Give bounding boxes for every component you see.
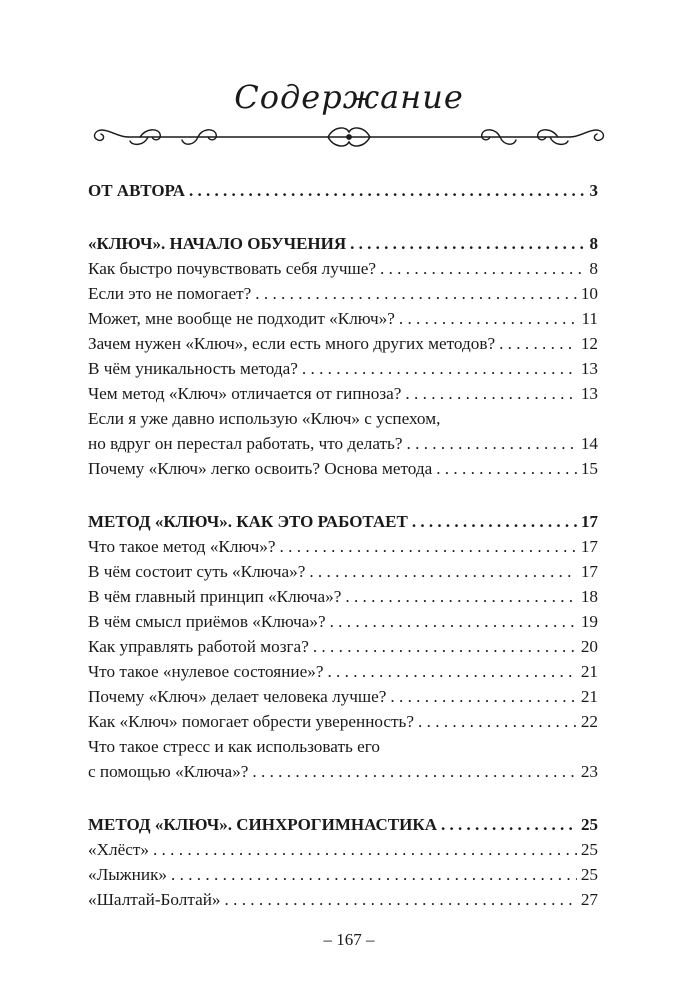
- page-title: Содержание: [234, 78, 464, 116]
- dot-leader: [189, 178, 585, 203]
- toc-entry[interactable]: [88, 659, 598, 684]
- entry-title: «Шалтай-Болтай»: [88, 890, 221, 909]
- toc-entry[interactable]: [88, 862, 598, 887]
- dot-leader: [225, 887, 577, 912]
- toc-entry[interactable]: [88, 559, 598, 584]
- dot-leader: [171, 862, 577, 887]
- entry-title: В чём состоит суть «Ключа»?: [88, 562, 306, 581]
- dot-leader: [436, 456, 577, 481]
- page-number: 15: [580, 459, 598, 478]
- page-number: 25: [580, 840, 598, 859]
- section-title: МЕТОД «КЛЮЧ». КАК ЭТО РАБОТАЕТ: [88, 512, 408, 531]
- toc-entry[interactable]: [88, 759, 598, 784]
- dot-leader: [153, 837, 577, 862]
- page-number: 17: [580, 537, 598, 556]
- toc-entry[interactable]: [88, 709, 598, 734]
- entry-title: Что такое метод «Ключ»?: [88, 537, 276, 556]
- page-number: 8: [589, 234, 598, 253]
- entry-title: Как «Ключ» помогает обрести уверенность?: [88, 712, 415, 731]
- entry-title: В чём смысл приёмов «Ключа»?: [88, 612, 326, 631]
- dot-leader: [399, 306, 578, 331]
- entry-title: «Лыжник»: [88, 865, 168, 884]
- toc-entry[interactable]: [88, 609, 598, 634]
- entry-title: Что такое «нулевое состояние»?: [88, 662, 324, 681]
- toc-entry[interactable]: [88, 331, 598, 356]
- page-number: 3: [589, 181, 598, 200]
- dot-leader: [441, 812, 577, 837]
- dot-leader: [252, 759, 576, 784]
- toc-entry[interactable]: [88, 381, 598, 406]
- toc-entry[interactable]: [88, 256, 598, 281]
- toc-section-heading[interactable]: [88, 509, 598, 534]
- section-title: ОТ АВТОРА: [88, 181, 186, 200]
- page-number: 20: [580, 637, 598, 656]
- toc-entry[interactable]: [88, 534, 598, 559]
- dot-leader: [327, 659, 576, 684]
- page-folio: – 167 –: [323, 930, 375, 949]
- toc-entry[interactable]: [88, 306, 598, 331]
- decorative-flourish: [88, 122, 610, 152]
- entry-title: Может, мне вообще не подходит «Ключ»?: [88, 309, 395, 328]
- page-number: 13: [580, 359, 598, 378]
- dot-leader: [330, 609, 577, 634]
- page-number: 19: [580, 612, 598, 631]
- page-number: 17: [581, 512, 598, 531]
- dot-leader: [255, 281, 577, 306]
- entry-title: В чём уникальность метода?: [88, 359, 298, 378]
- page-number: 14: [580, 434, 598, 453]
- dot-leader: [309, 559, 576, 584]
- toc-entry[interactable]: [88, 356, 598, 381]
- dot-leader: [313, 634, 577, 659]
- dot-leader: [412, 509, 577, 534]
- toc-entry[interactable]: [88, 684, 598, 709]
- page-number: 22: [580, 712, 598, 731]
- section-title: МЕТОД «КЛЮЧ». СИНХРОГИМНАСТИКА: [88, 815, 437, 834]
- entry-title: Зачем нужен «Ключ», если есть много других методов?: [88, 334, 496, 353]
- page-number: 10: [580, 284, 598, 303]
- entry-title: В чём главный принцип «Ключа»?: [88, 587, 342, 606]
- entry-title: «Хлёст»: [88, 840, 149, 859]
- page-number: 8: [589, 259, 598, 278]
- page-number: 23: [580, 762, 598, 781]
- toc-entry[interactable]: [88, 584, 598, 609]
- toc-entry[interactable]: [88, 456, 598, 481]
- page-number: 25: [581, 815, 598, 834]
- dot-leader: [345, 584, 576, 609]
- page-number: 27: [580, 890, 598, 909]
- page-number: 12: [580, 334, 598, 353]
- entry-title: с помощью «Ключа»?: [88, 762, 249, 781]
- dot-leader: [380, 256, 585, 281]
- entry-title: Если это не помогает?: [88, 284, 252, 303]
- page-number: 17: [580, 562, 598, 581]
- section-title: «КЛЮЧ». НАЧАЛО ОБУЧЕНИЯ: [88, 234, 347, 253]
- page-number: 21: [580, 687, 598, 706]
- toc-entry[interactable]: [88, 281, 598, 306]
- entry-title: Как быстро почувствовать себя лучше?: [88, 259, 376, 278]
- entry-title: но вдруг он перестал работать, что делать?: [88, 434, 403, 453]
- entry-title: Почему «Ключ» легко освоить? Основа метода: [88, 459, 433, 478]
- page-number: 18: [580, 587, 598, 606]
- toc-entry-first-line[interactable]: Если я уже давно использую «Ключ» с успехом,: [88, 409, 441, 428]
- toc-entry[interactable]: [88, 634, 598, 659]
- dot-leader: [390, 684, 576, 709]
- dot-leader: [350, 231, 585, 256]
- toc-entry-first-line[interactable]: Что такое стресс и как использовать его: [88, 737, 380, 756]
- toc-section-heading[interactable]: [88, 812, 598, 837]
- page-number: 11: [581, 309, 598, 328]
- dot-leader: [499, 331, 577, 356]
- toc-section-heading[interactable]: [88, 231, 598, 256]
- dot-leader: [302, 356, 577, 381]
- page-number: 25: [580, 865, 598, 884]
- entry-title: Чем метод «Ключ» отличается от гипноза?: [88, 384, 402, 403]
- entry-title: Почему «Ключ» делает человека лучше?: [88, 687, 387, 706]
- dot-leader: [407, 431, 577, 456]
- page-number: 13: [580, 384, 598, 403]
- toc-entry[interactable]: [88, 431, 598, 456]
- dot-leader: [405, 381, 576, 406]
- toc-entry[interactable]: [88, 837, 598, 862]
- toc-section-heading[interactable]: [88, 178, 598, 203]
- entry-title: Как управлять работой мозга?: [88, 637, 309, 656]
- toc-entry[interactable]: [88, 887, 598, 912]
- dot-leader: [280, 534, 577, 559]
- dot-leader: [418, 709, 577, 734]
- page-number: 21: [580, 662, 598, 681]
- table-of-contents: [88, 178, 598, 912]
